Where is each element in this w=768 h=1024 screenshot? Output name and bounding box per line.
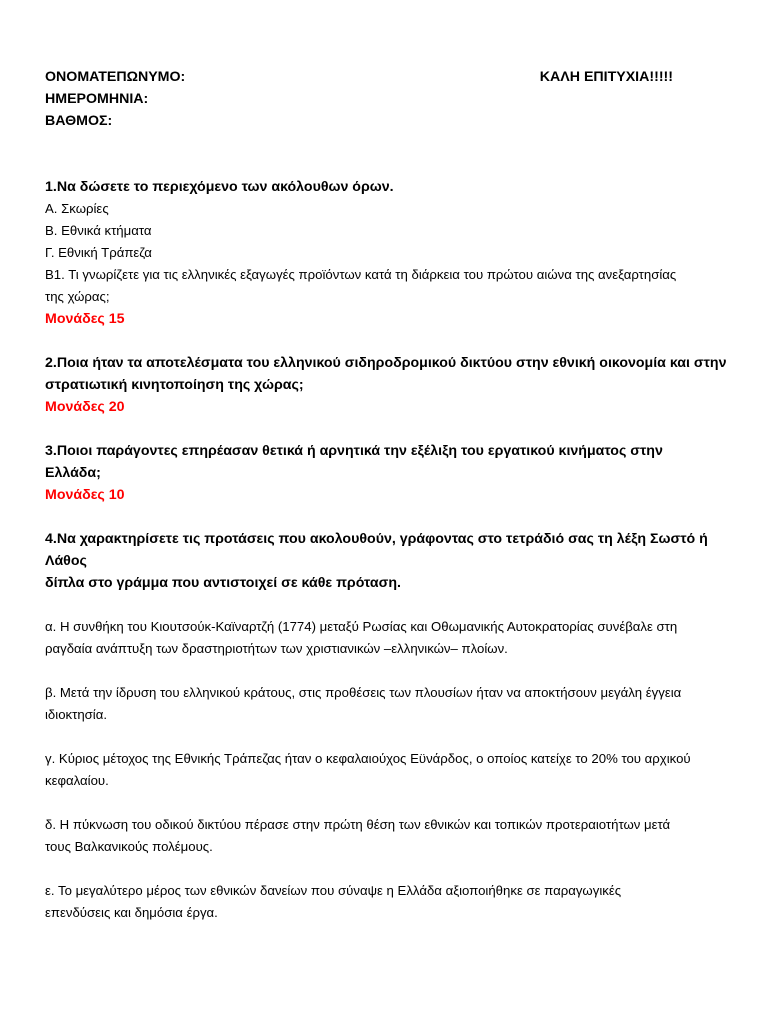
header-row — [45, 66, 673, 88]
points-label: Μονάδες 10 — [45, 487, 125, 503]
question-3 — [45, 440, 735, 506]
exam-page — [45, 66, 735, 924]
question-4-line2: δίπλα στο γράμμα που αντιστοιχεί σε κάθε πρόταση. — [45, 575, 401, 591]
statement-line: ιδιοκτησία. — [45, 707, 108, 722]
points-label: Μονάδες 15 — [45, 311, 125, 327]
statement-line: ε. Το μεγαλύτερο μέρος των εθνικών δανείων που σύναψε η Ελλάδα αξιοποιήθηκε σε παραγωγικές — [45, 883, 622, 898]
question-b1-line1: Β1. Τι γνωρίζετε για τις ελληνικές εξαγωγές προϊόντων κατά τη διάρκεια του πρώτου αιώνα της ανεξαρτησίας — [45, 267, 677, 282]
question-2-line2: στρατιωτική κινητοποίηση της χώρας; — [45, 377, 304, 393]
statement-line: επενδύσεις και δημόσια έργα. — [45, 905, 218, 920]
statement-b — [45, 682, 735, 726]
grade-label: ΒΑΘΜΟΣ: — [45, 113, 113, 129]
question-2 — [45, 352, 735, 418]
good-luck-text: ΚΑΛΗ ΕΠΙΤΥΧΙΑ!!!!! — [539, 69, 673, 85]
statement-c — [45, 748, 735, 792]
name-label: ΟΝΟΜΑΤΕΠΩΝΥΜΟ: — [45, 69, 186, 85]
question-2-line1: 2.Ποια ήταν τα αποτελέσματα του ελληνικού σιδηροδρομικού δικτύου στην εθνική οικονομία και στην — [45, 355, 727, 371]
statement-e — [45, 880, 735, 924]
points-label: Μονάδες 20 — [45, 399, 125, 415]
statement-line: α. Η συνθήκη του Κιουτσούκ-Καϊναρτζή (1774) μεταξύ Ρωσίας και Οθωμανικής Αυτοκρατορίας συνέβαλε στη — [45, 619, 678, 634]
statement-line: κεφαλαίου. — [45, 773, 109, 788]
question-3-line2: Ελλάδα; — [45, 465, 101, 481]
statement-d — [45, 814, 735, 858]
statement-line: ραγδαία ανάπτυξη των δραστηριοτήτων των χριστιανικών –ελληνικών– πλοίων. — [45, 641, 508, 656]
date-label: ΗΜΕΡΟΜΗΝΙΑ: — [45, 91, 149, 107]
question-4-line1: 4.Να χαρακτηρίσετε τις προτάσεις που ακολουθούν, γράφοντας στο τετράδιό σας τη λέξη Σωστό ή Λάθος — [45, 531, 708, 569]
statement-line: β. Μετά την ίδρυση του ελληνικού κράτους, στις προθέσεις των πλουσίων ήταν να αποκτήσουν μεγάλη έγγεια — [45, 685, 682, 700]
statement-a — [45, 616, 735, 660]
question-3-line1: 3.Ποιοι παράγοντες επηρέασαν θετικά ή αρνητικά την εξέλιξη του εργατικού κινήματος στην — [45, 443, 663, 459]
question-b1-line2: της χώρας; — [45, 289, 110, 304]
question-1 — [45, 176, 735, 330]
question-1-title: 1.Να δώσετε το περιεχόμενο των ακόλουθων όρων. — [45, 179, 394, 195]
statement-line: γ. Κύριος μέτοχος της Εθνικής Τράπεζας ήταν ο κεφαλαιούχος Εϋνάρδος, ο οποίος κατείχε το 20% του αρχικού — [45, 751, 691, 766]
statement-line: δ. Η πύκνωση του οδικού δικτύου πέρασε στην πρώτη θέση των εθνικών και τοπικών προτεραιοτήτων μετά — [45, 817, 671, 832]
term-item: Β. Εθνικά κτήματα — [45, 223, 152, 238]
statement-line: τους Βαλκανικούς πολέμους. — [45, 839, 213, 854]
question-4 — [45, 528, 735, 594]
term-item: Γ. Εθνική Τράπεζα — [45, 245, 152, 260]
term-item: Α. Σκωρίες — [45, 201, 109, 216]
